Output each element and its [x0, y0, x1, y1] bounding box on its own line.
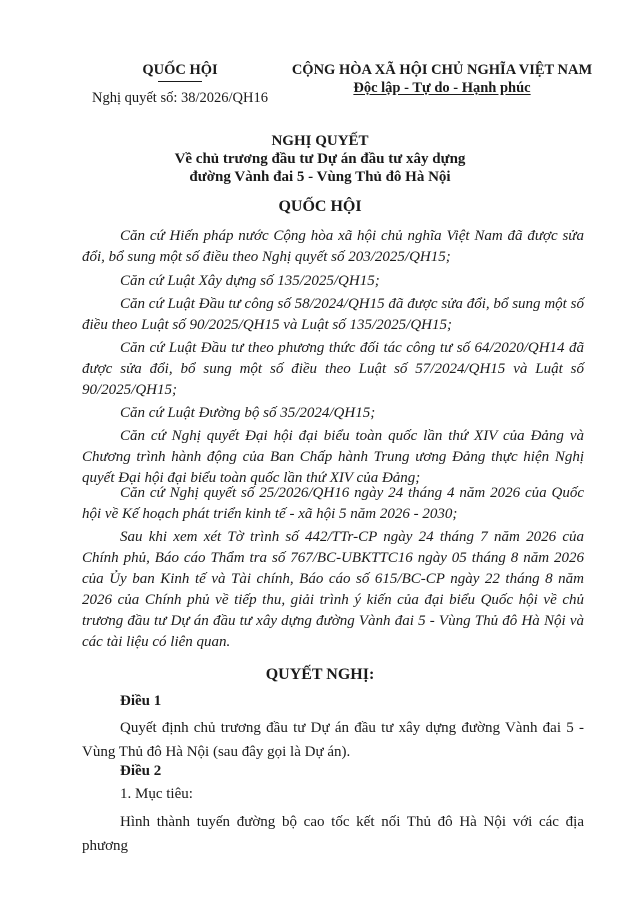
preamble-ppp-law: Căn cứ Luật Đầu tư theo phương thức đối tác công tư số 64/2020/QH14 đã được sửa đổi, bổ sung một số điều theo Luật số 57/2024/QH15 và Luật số 90/2025/QH15;	[82, 340, 584, 398]
article-2-item-1-label: 1. Mục tiêu:	[120, 786, 193, 802]
document-subject-line-2: đường Vành đai 5 - Vùng Thủ đô Hà Nội	[189, 169, 451, 185]
agency-underline	[158, 81, 202, 82]
document-number: Nghị quyết số: 38/2026/QH16	[91, 90, 268, 106]
issuer-heading: QUỐC HỘI	[278, 198, 362, 215]
article-2-item-1-text: Hình thành tuyến đường bộ cao tốc kết nối Thủ đô Hà Nội với các địa phương	[82, 814, 584, 854]
preamble-party-congress: Căn cứ Nghị quyết Đại hội đại biểu toàn quốc lần thứ XIV của Đảng và Chương trình hành động của Ban Chấp hành Trung ương Đảng thực hiện Nghị quyết Đại hội đại biểu toàn quốc lần thứ XIV của Đảng;	[82, 428, 584, 486]
article-1-text: Quyết định chủ trương đầu tư Dự án đầu tư xây dựng đường Vành đai 5 - Vùng Thủ đô Hà Nội (sau đây gọi là Dự án).	[82, 720, 584, 760]
document-subject-line-1: Về chủ trương đầu tư Dự án đầu tư xây dựng	[174, 151, 466, 167]
preamble-construction-law: Căn cứ Luật Xây dựng số 135/2025/QH15;	[120, 273, 380, 289]
preamble-road-law: Căn cứ Luật Đường bộ số 35/2024/QH15;	[120, 405, 376, 421]
national-motto: Độc lập - Tự do - Hạnh phúc	[353, 80, 531, 96]
issuing-agency: QUỐC HỘI	[142, 62, 218, 78]
resolves-heading: QUYẾT NGHỊ:	[265, 666, 375, 683]
document-type: NGHỊ QUYẾT	[271, 133, 369, 149]
preamble-constitution: Căn cứ Hiến pháp nước Cộng hòa xã hội chủ nghĩa Việt Nam đã được sửa đổi, bổ sung một số điều theo Nghị quyết số 203/2025/QH15;	[82, 228, 584, 265]
article-2-heading: Điều 2	[120, 763, 162, 779]
preamble-after-review: Sau khi xem xét Tờ trình số 442/TTr-CP ngày 24 tháng 7 năm 2026 của Chính phủ, Báo cáo Thẩm tra số 767/BC-UBKTTC16 ngày 05 tháng 8 năm 2026 của Ủy ban Kinh tế và Tài chính, Báo cáo số 615/BC-CP ngày 22 tháng 8 năm 2026 của Chính phủ về tiếp thu, giải trình ý kiến của đại biểu Quốc hội về chủ trương đầu tư Dự án đầu tư xây dựng đường Vành đai 5 - Vùng Thủ đô Hà Nội và các tài liệu có liên quan.	[82, 529, 584, 650]
preamble-socioeconomic-plan: Căn cứ Nghị quyết số 25/2026/QH16 ngày 24 tháng 4 năm 2026 của Quốc hội về Kế hoạch phát triển kinh tế - xã hội 5 năm 2026 - 2030;	[82, 485, 584, 522]
country-name: CỘNG HÒA XÃ HỘI CHỦ NGHĨA VIỆT NAM	[291, 62, 593, 78]
article-1-heading: Điều 1	[120, 693, 162, 709]
preamble-public-investment-law: Căn cứ Luật Đầu tư công số 58/2024/QH15 đã được sửa đổi, bổ sung một số điều theo Luật số 90/2025/QH15 và Luật số 135/2025/QH15;	[82, 296, 584, 333]
